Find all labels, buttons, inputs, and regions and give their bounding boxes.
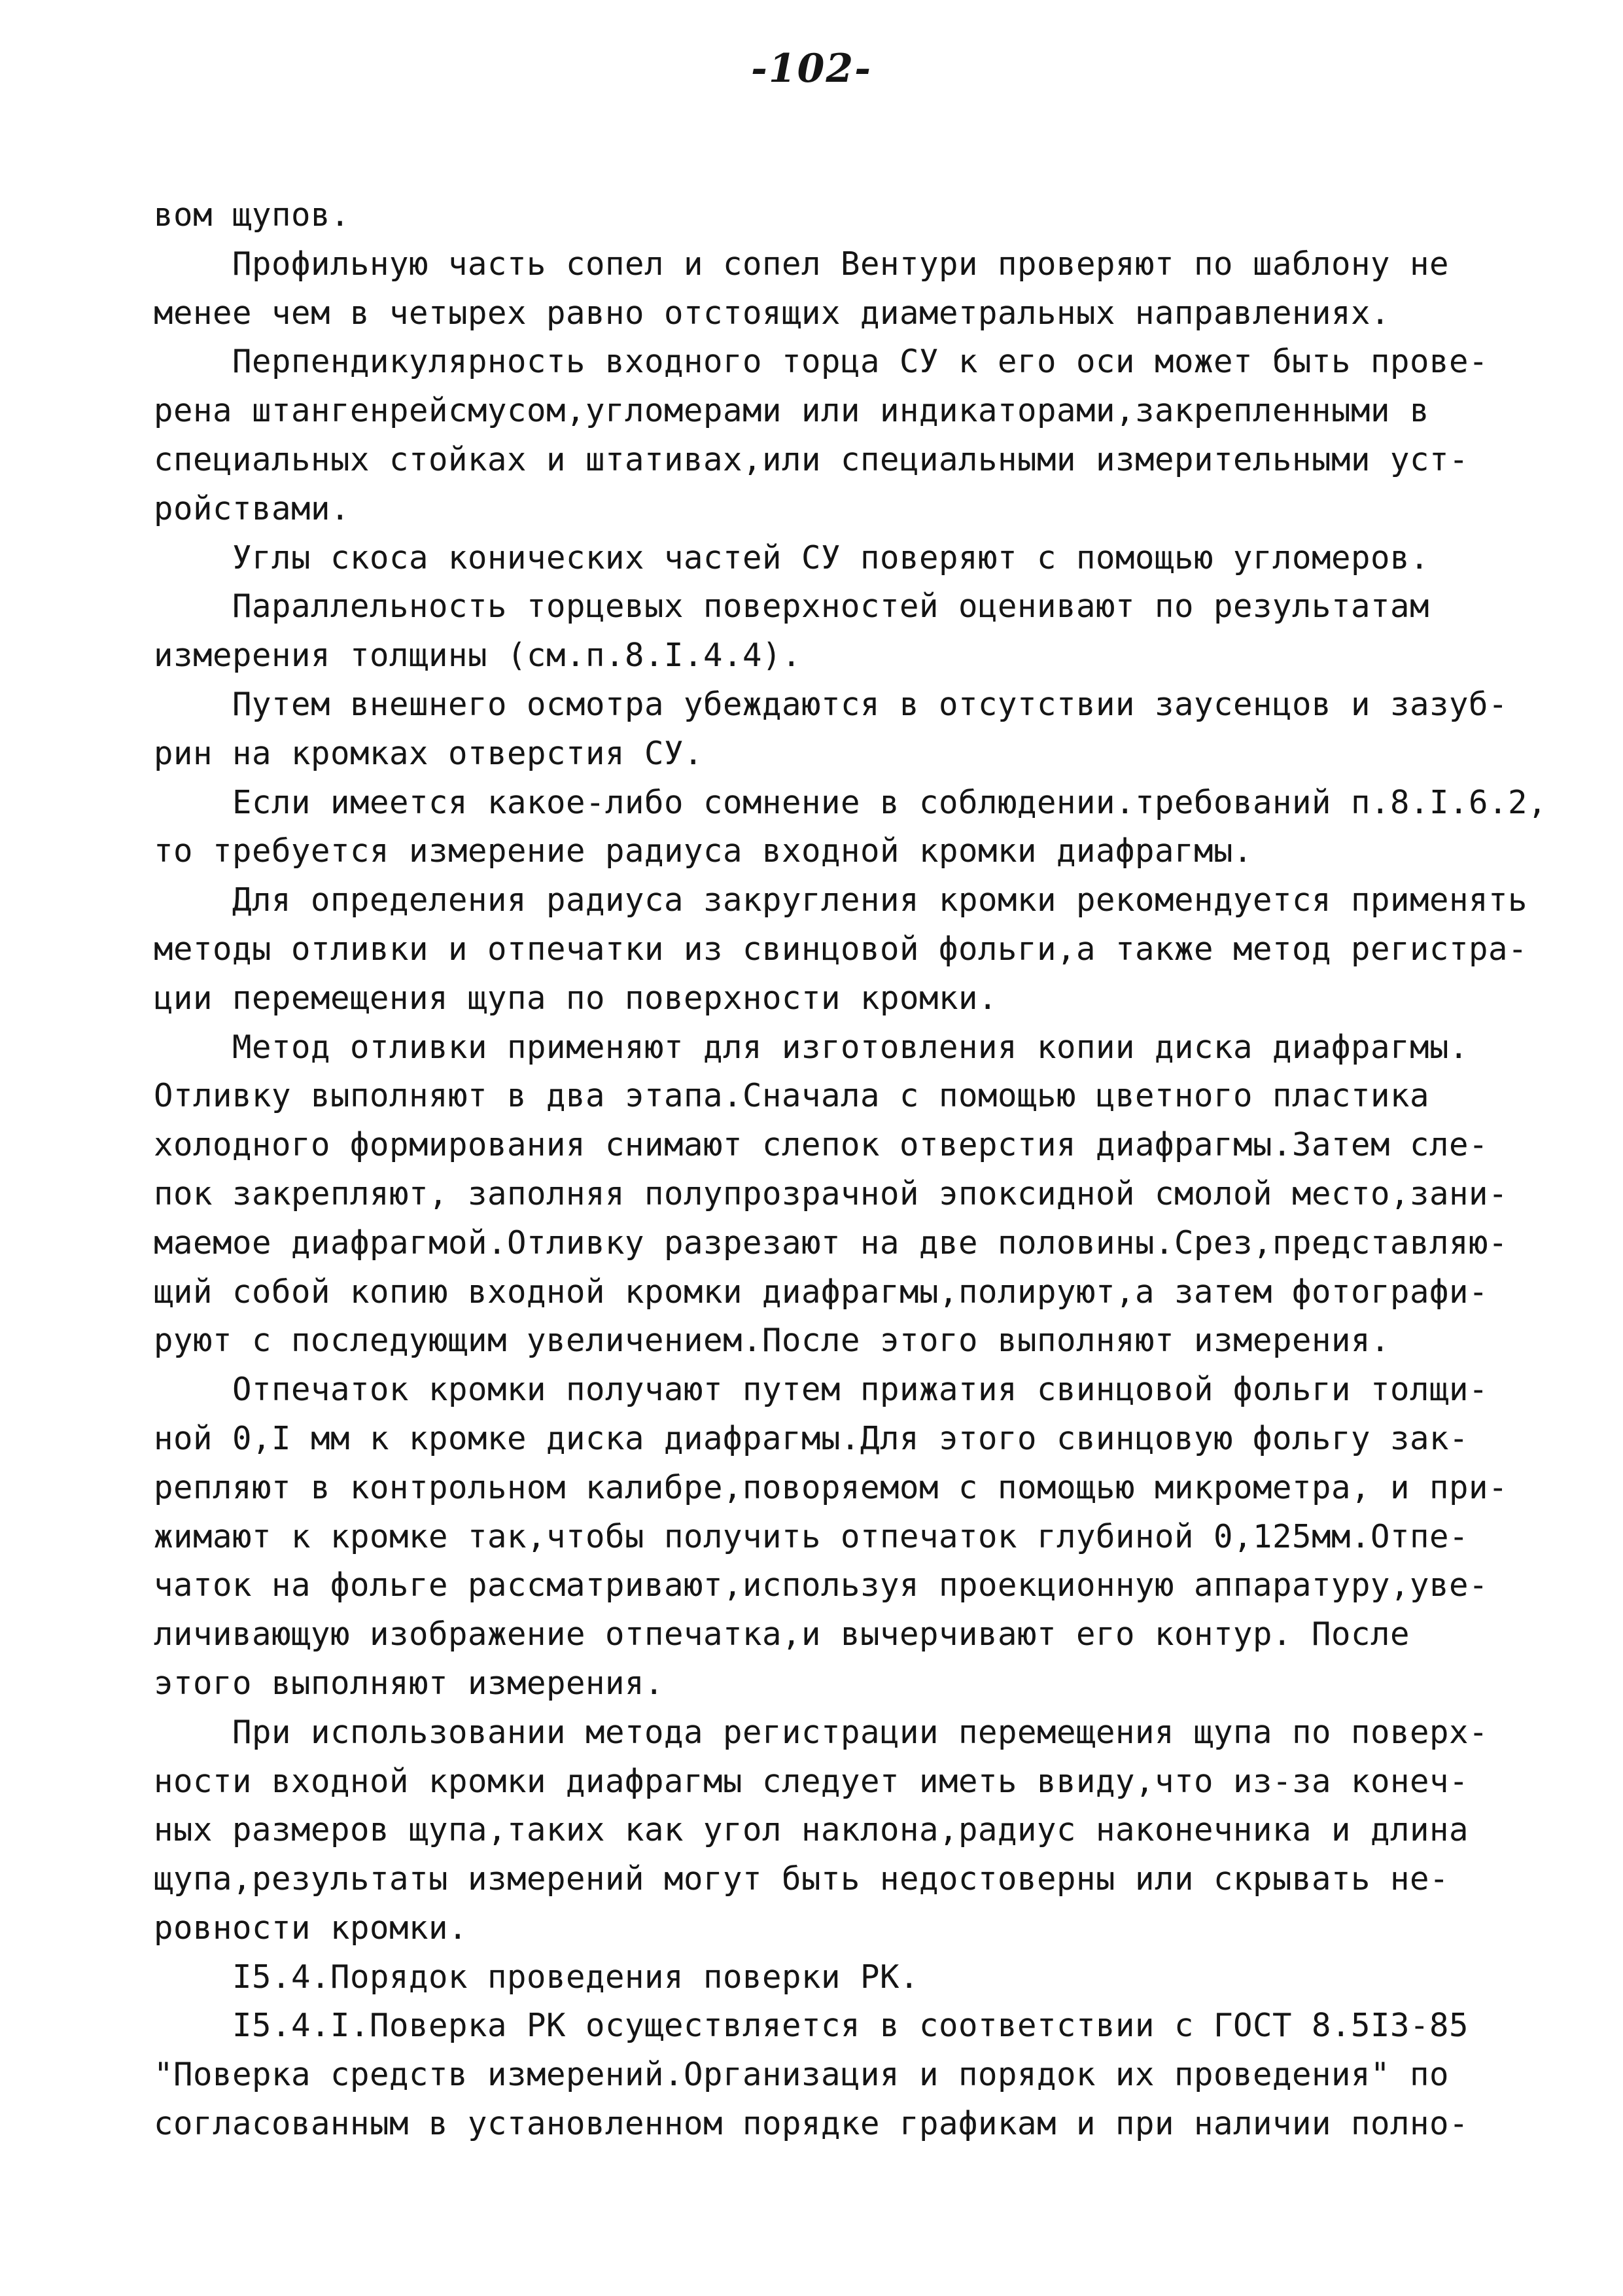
text-line: вом щупов. xyxy=(154,196,351,234)
text-line: ровности кромки. xyxy=(154,1909,468,1947)
text-line: ных размеров щупа,таких как угол наклона,радиус наконечника и длина xyxy=(154,1811,1469,1849)
section-heading: I5.4.Порядок проведения поверки РК. xyxy=(154,1958,920,1996)
text-line: пок закрепляют, заполняя полупрозрачной эпоксидной смолой место,зани- xyxy=(154,1174,1509,1212)
text-line: личивающую изображение отпечатка,и вычерчивают его контур. После xyxy=(154,1616,1410,1653)
text-line: репляют в контрольном калибре,поворяемом с помощью микрометра, и при- xyxy=(154,1468,1509,1506)
text-line: измерения толщины (см.п.8.I.4.4). xyxy=(154,637,802,675)
text-line: "Поверка средств измерений.Организация и порядок их проведения" по xyxy=(154,2056,1450,2094)
text-line: ности входной кромки диафрагмы следует иметь ввиду,что из-за конеч- xyxy=(154,1762,1469,1800)
text-line: специальных стойках и штативах,или специальными измерительными уст- xyxy=(154,440,1469,478)
text-line: ции перемещения щупа по поверхности кромки. xyxy=(154,979,998,1017)
text-line: согласованным в установленном порядке графикам и при наличии полно- xyxy=(154,2105,1469,2143)
text-line: Метод отливки применяют для изготовления копии диска диафрагмы. xyxy=(154,1028,1469,1066)
text-line: Углы скоса конических частей СУ поверяют с помощью угломеров. xyxy=(154,539,1430,576)
text-line: руют с последующим увеличением.После этого выполняют измерения. xyxy=(154,1322,1391,1360)
text-line: Если имеется какое-либо сомнение в соблюдении.требований п.8.I.6.2, xyxy=(154,783,1548,821)
text-line: холодного формирования снимают слепок отверстия диафрагмы.Затем сле- xyxy=(154,1126,1489,1164)
document-body xyxy=(154,191,1548,2149)
text-line: ройствами. xyxy=(154,489,351,527)
text-line: Путем внешнего осмотра убеждаются в отсутствии заусенцов и зазуб- xyxy=(154,685,1509,723)
text-line: менее чем в четырех равно отстоящих диаметральных направлениях. xyxy=(154,294,1391,332)
text-line: щий собой копию входной кромки диафрагмы,полируют,а затем фотографи- xyxy=(154,1273,1489,1311)
text-line: При использовании метода регистрации перемещения щупа по поверх- xyxy=(154,1713,1489,1751)
text-line: I5.4.I.Поверка РК осуществляется в соответствии с ГОСТ 8.5I3-85 xyxy=(154,2007,1469,2045)
text-line: чаток на фольге рассматривают,используя проекционную аппаратуру,уве- xyxy=(154,1566,1489,1604)
text-line: Для определения радиуса закругления кромки рекомендуется применять xyxy=(154,881,1528,919)
text-line: маемое диафрагмой.Отливку разрезают на две половины.Срез,представляю- xyxy=(154,1224,1509,1262)
text-line: Перпендикулярность входного торца СУ к его оси может быть прове- xyxy=(154,343,1489,381)
text-line: то требуется измерение радиуса входной кромки диафрагмы. xyxy=(154,832,1253,870)
text-line: жимают к кромке так,чтобы получить отпечаток глубиной 0,125мм.Отпе- xyxy=(154,1517,1469,1555)
text-line: рин на кромках отверстия СУ. xyxy=(154,734,704,772)
text-line: Отливку выполняют в два этапа.Сначала с помощью цветного пластика xyxy=(154,1077,1430,1115)
text-line: Параллельность торцевых поверхностей оценивают по результатам xyxy=(154,588,1430,626)
text-line: рена штангенрейсмусом,угломерами или индикаторами,закрепленными в xyxy=(154,392,1430,430)
text-line: ной 0,I мм к кромке диска диафрагмы.Для этого свинцовую фольгу зак- xyxy=(154,1419,1469,1457)
text-line: Отпечаток кромки получают путем прижатия свинцовой фольги толщи- xyxy=(154,1371,1489,1409)
text-line: этого выполняют измерения. xyxy=(154,1664,665,1702)
text-line: щупа,результаты измерений могут быть недостоверны или скрывать не- xyxy=(154,1860,1450,1898)
text-line: Профильную часть сопел и сопел Вентури проверяют по шаблону не xyxy=(154,245,1450,283)
text-line: методы отливки и отпечатки из свинцовой фольги,а также метод регистра- xyxy=(154,930,1528,968)
page-number: -102- xyxy=(750,46,873,92)
